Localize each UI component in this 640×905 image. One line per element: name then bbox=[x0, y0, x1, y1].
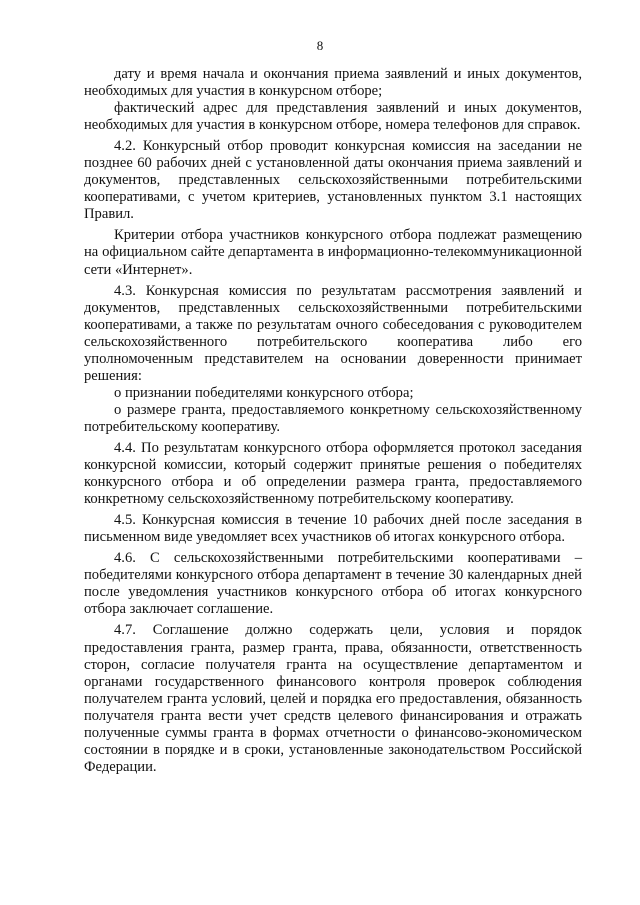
paragraph: 4.3. Конкурсная комиссия по результатам рассмотрения заявлений и документов, представленных сельскохозяйственными потребительскими кооперативами, а также по результатам очного собеседования с руководителем сельскохозяйственного потребительского кооператива либо его уполномоченным представителем на основании доверенности принимает решения: bbox=[84, 282, 582, 384]
paragraph: дату и время начала и окончания приема заявлений и иных документов, необходимых для участия в конкурсном отборе; bbox=[84, 66, 582, 100]
paragraph: Критерии отбора участников конкурсного отбора подлежат размещению на официальном сайте департамента в информационно-телекоммуникационной сети «Интернет». bbox=[84, 227, 582, 278]
paragraph: о признании победителями конкурсного отбора; bbox=[114, 384, 414, 401]
document-body bbox=[84, 66, 582, 776]
paragraph: о размере гранта, предоставляемого конкретному сельскохозяйственному потребительскому кооперативу. bbox=[84, 401, 582, 435]
page-number: 8 bbox=[316, 38, 324, 53]
paragraph: 4.5. Конкурсная комиссия в течение 10 рабочих дней после заседания в письменном виде уведомляет всех участников об итогах конкурсного отбора. bbox=[84, 512, 582, 546]
paragraph: 4.7. Соглашение должно содержать цели, условия и порядок предоставления гранта, размер гранта, права, обязанности, ответственность сторон, согласие получателя гранта на осуществление департаментом и органами государственного финансового контроля проверок соблюдения получателем гранта условий, целей и порядка его предоставления, обязанность получателя гранта вести учет средств целевого финансирования и отражать полученные суммы гранта в формах отчетности о финансово-экономическом состоянии в порядке и в сроки, установленные законодательством Российской Федерации. bbox=[84, 622, 582, 775]
paragraph: фактический адрес для представления заявлений и иных документов, необходимых для участия в конкурсном отборе, номера телефонов для справок. bbox=[84, 100, 582, 134]
paragraph: 4.2. Конкурсный отбор проводит конкурсная комиссия на заседании не позднее 60 рабочих дней с установленной даты окончания приема заявлений и документов, представленных сельскохозяйственными потребительскими кооперативами, с учетом критериев, установленных пунктом 3.1 настоящих Правил. bbox=[84, 138, 582, 223]
paragraph: 4.6. С сельскохозяйственными потребительскими кооперативами – победителями конкурсного отбора департамент в течение 30 календарных дней после уведомления участников конкурсного отбора об итогах конкурсного отбора заключает соглашение. bbox=[84, 550, 582, 618]
paragraph: 4.4. По результатам конкурсного отбора оформляется протокол заседания конкурсной комиссии, который содержит принятые решения о победителях конкурсного отбора и об определении размера гранта, предоставляемого конкретному сельскохозяйственному потребительскому кооперативу. bbox=[84, 439, 582, 508]
